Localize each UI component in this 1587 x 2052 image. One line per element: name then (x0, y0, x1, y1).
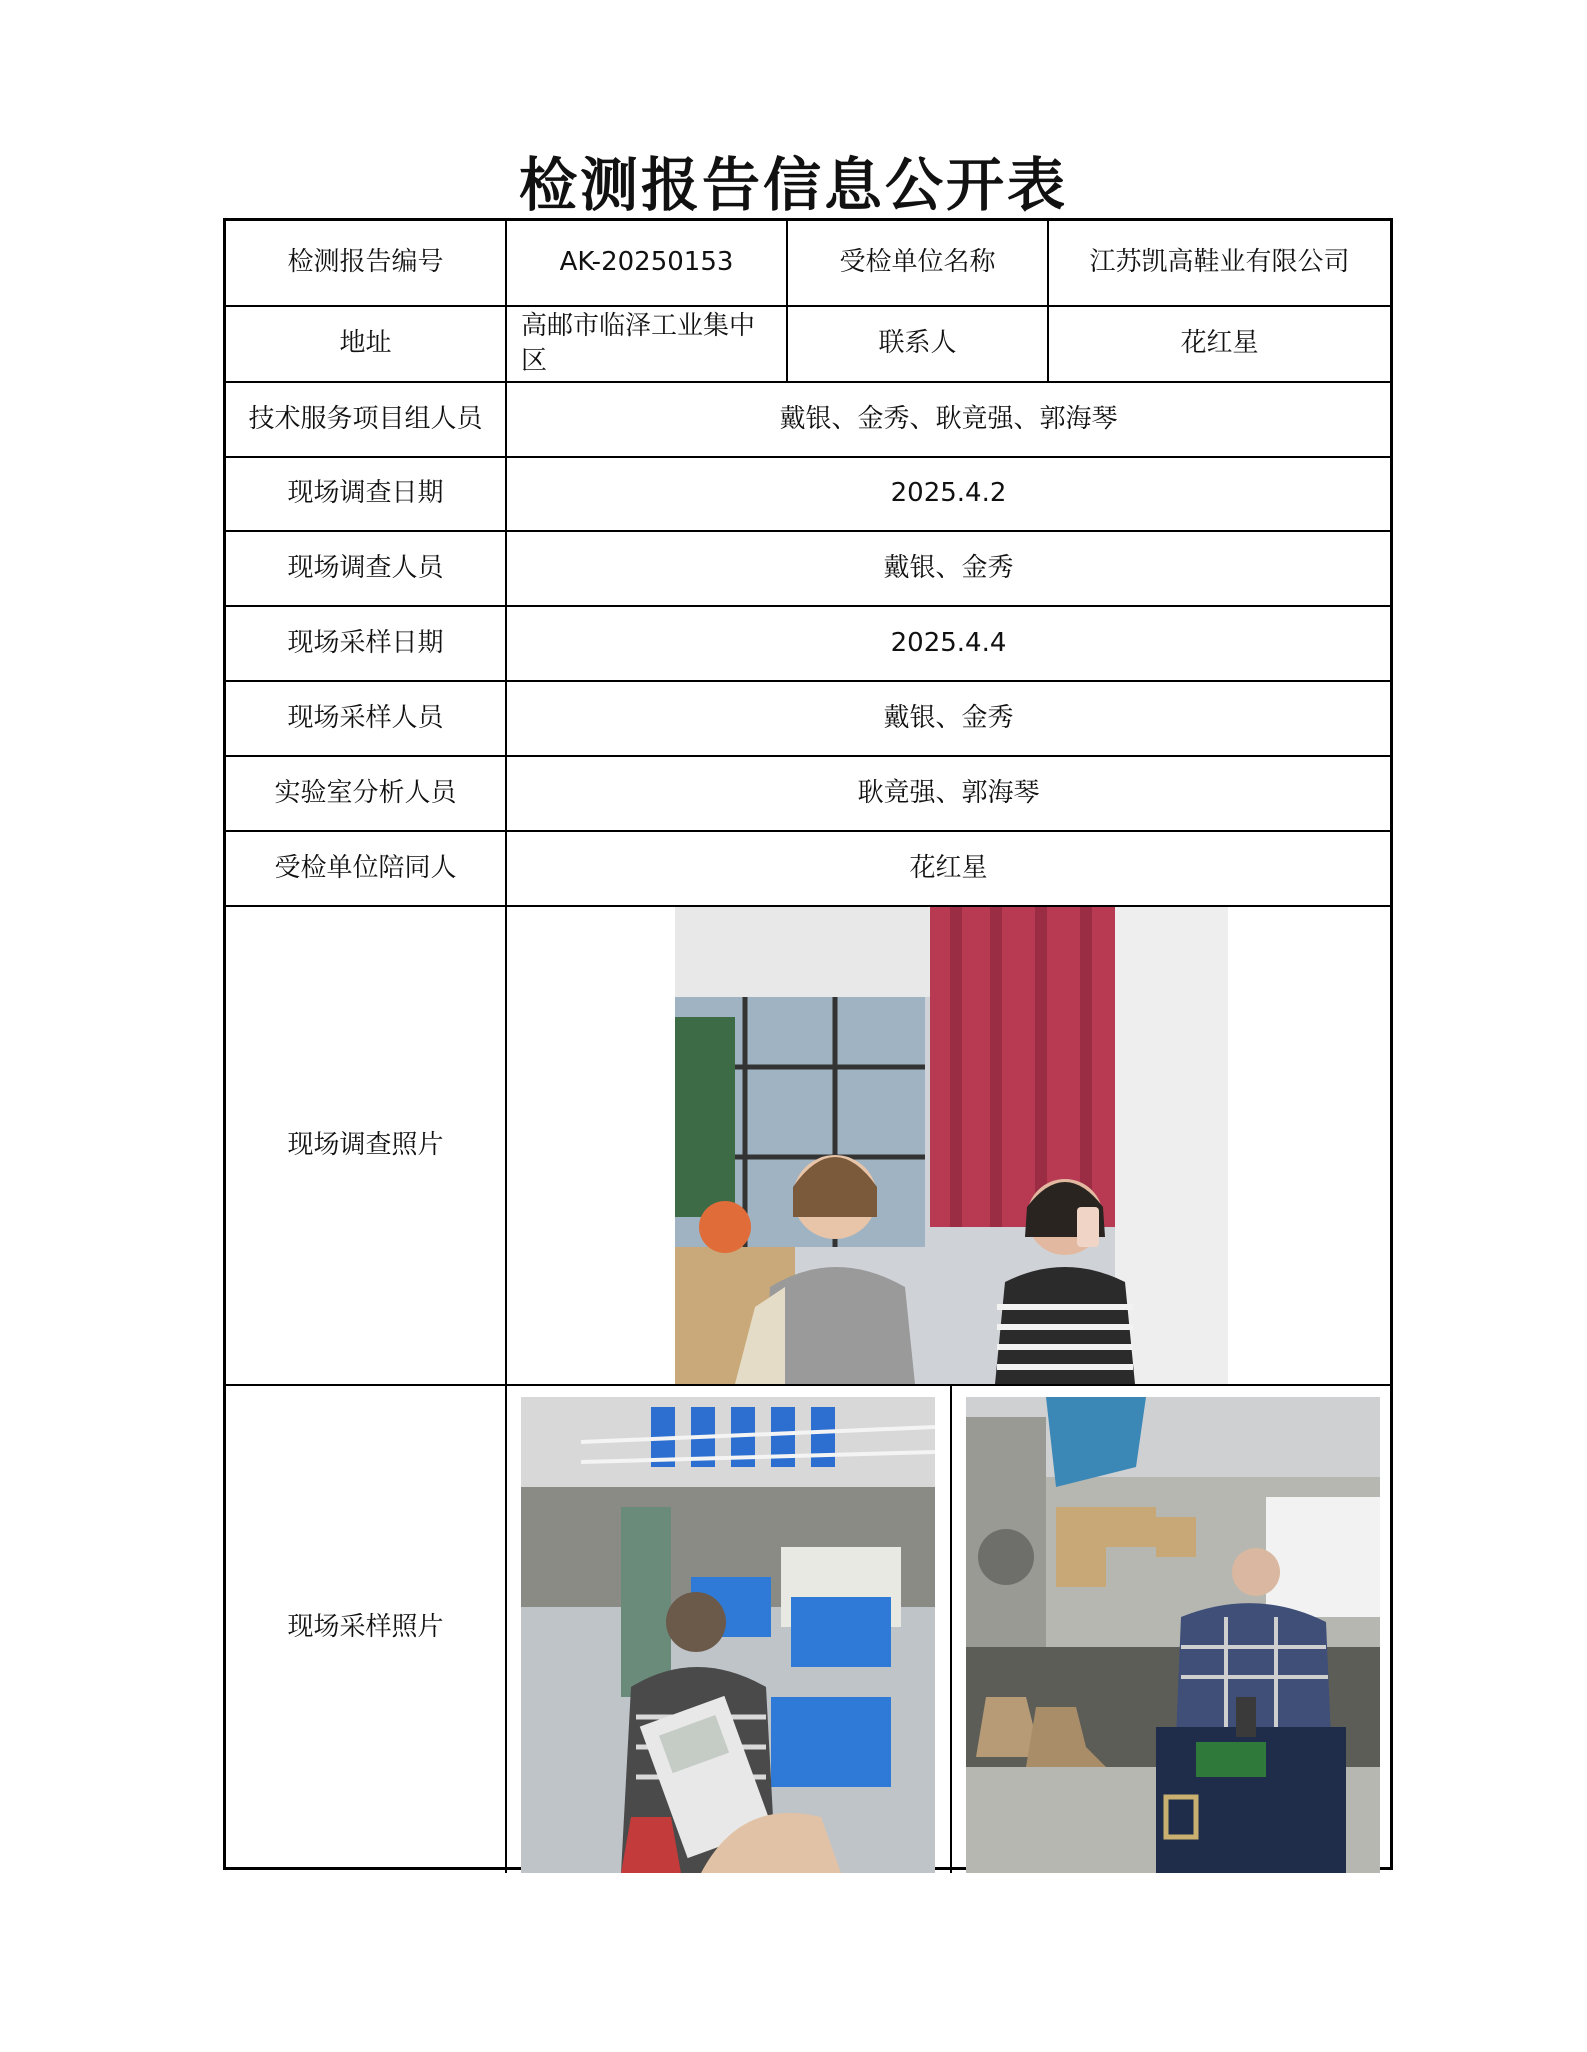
info-table (223, 218, 1393, 1870)
unit-name-label: 受检单位名称 (839, 247, 996, 278)
address-value: 高邮市临泽工业集中区 (521, 310, 756, 376)
survey-photo (675, 907, 1228, 1384)
sampling-staff-label: 现场采样人员 (287, 702, 444, 733)
sampling-date-value: 2025.4.4 (890, 627, 1007, 658)
contact-label: 联系人 (878, 328, 957, 359)
sampling-date-label: 现场采样日期 (287, 627, 444, 658)
report-number-value: AK-20250153 (559, 247, 734, 278)
sampling-photo-label: 现场采样照片 (287, 1612, 444, 1643)
address-label: 地址 (339, 328, 392, 359)
lab-staff-label: 实验室分析人员 (274, 777, 457, 808)
page-title: 检测报告信息公开表 (518, 151, 1068, 219)
survey-date-value: 2025.4.2 (890, 478, 1007, 509)
escort-label: 受检单位陪同人 (274, 852, 457, 883)
survey-staff-label: 现场调查人员 (287, 552, 444, 583)
escort-value: 花红星 (909, 852, 988, 883)
report-number-label: 检测报告编号 (287, 247, 444, 278)
unit-name-value: 江苏凯高鞋业有限公司 (1089, 247, 1350, 278)
survey-staff-value: 戴银、金秀 (883, 552, 1014, 583)
sampling-staff-value: 戴银、金秀 (883, 702, 1014, 733)
survey-date-label: 现场调查日期 (287, 478, 444, 509)
lab-staff-value: 耿竟强、郭海琴 (857, 777, 1040, 808)
survey-photo-label: 现场调查照片 (287, 1129, 444, 1160)
sampling-photo-machine (966, 1397, 1380, 1873)
team-label: 技术服务项目组人员 (248, 403, 483, 434)
sampling-photo-workshop (521, 1397, 935, 1873)
team-value: 戴银、金秀、耿竟强、郭海琴 (779, 403, 1118, 434)
contact-value: 花红星 (1180, 328, 1259, 359)
